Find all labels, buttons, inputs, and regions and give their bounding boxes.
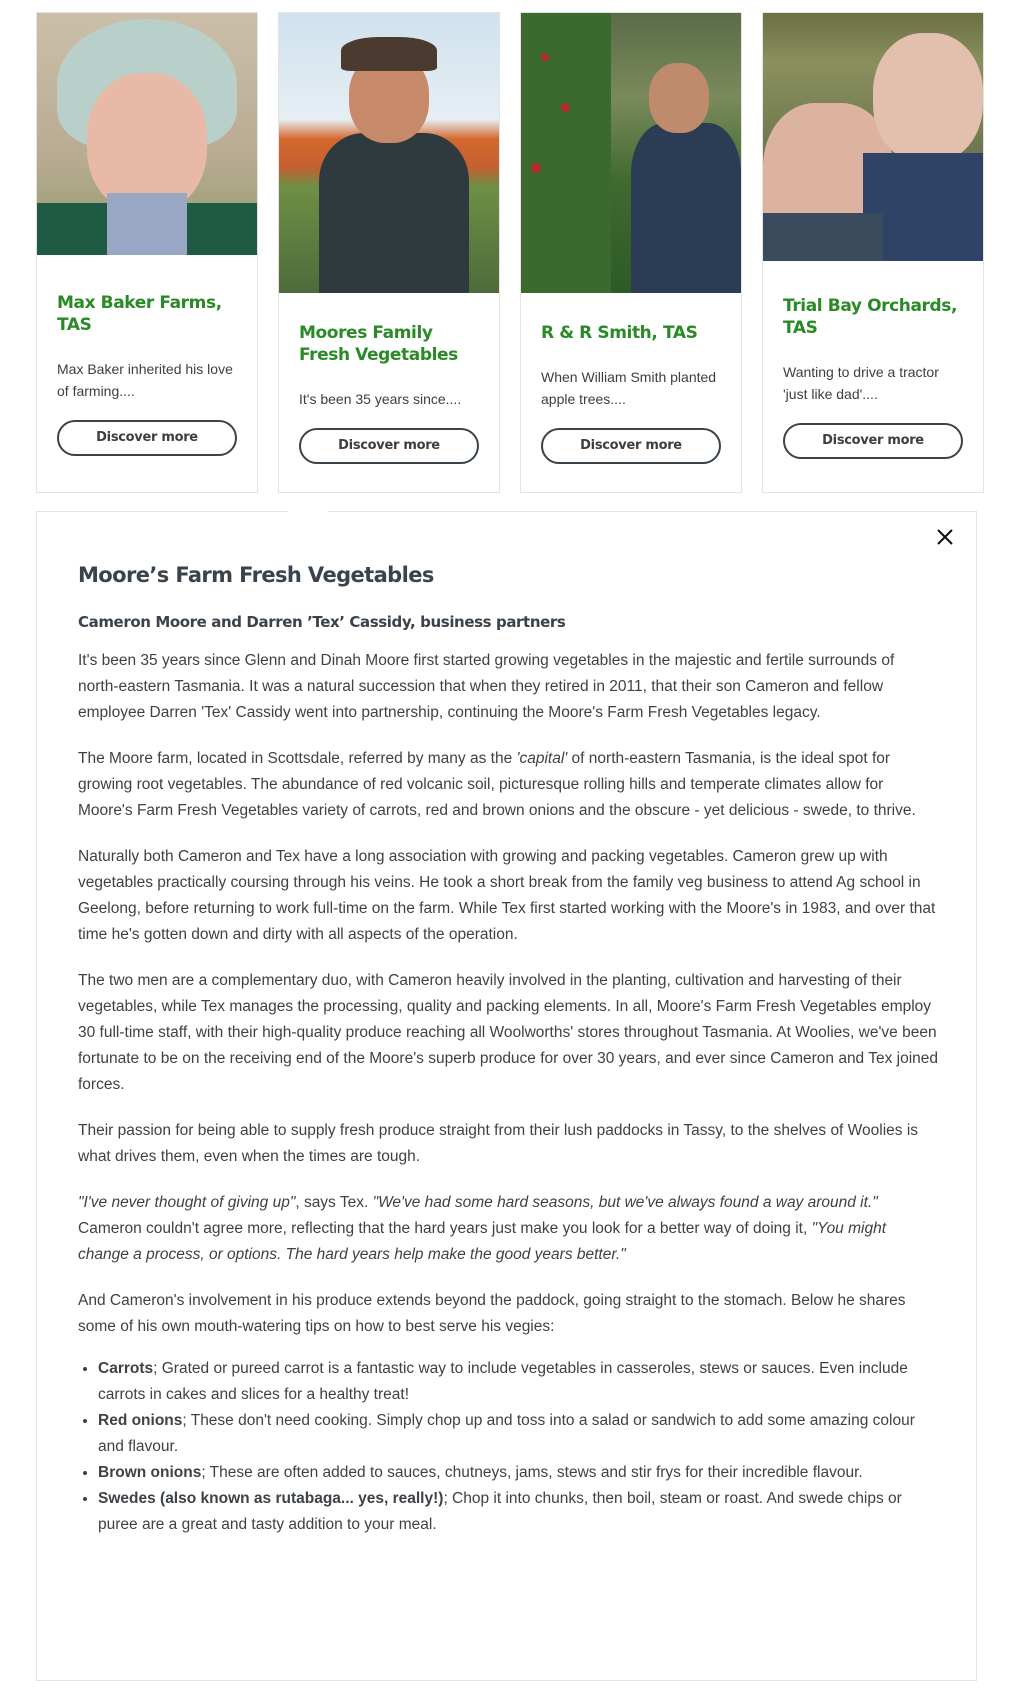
tip-label: Carrots <box>98 1360 154 1377</box>
discover-more-button[interactable]: Discover more <box>299 428 479 464</box>
paragraph-passion: Their passion for being able to supply fresh produce straight from their lush paddocks in Tassy, to the shelves of Woolies is what drives them, even when the times are tough. <box>78 1122 919 1165</box>
tip-label: Red onions <box>98 1412 183 1429</box>
paragraph-tips-intro: And Cameron's involvement in his produce extends beyond the paddock, going straight to the stomach. Below he shares some of his own mouth-watering tips on how to best serve his vegies: <box>78 1292 906 1335</box>
card-body <box>37 255 257 492</box>
quote: "We've had some hard seasons, but we've always found a way around it." <box>372 1194 878 1211</box>
farmer-card-moores <box>278 12 500 493</box>
farmer-card-max-baker <box>36 12 258 493</box>
card-body <box>521 293 741 492</box>
card-description: Wanting to drive a tractor 'just like dad'.... <box>783 363 939 402</box>
paragraph-association: Naturally both Cameron and Tex have a long association with growing and packing vegetables. Cameron grew up with vegetables practically coursing through his veins. He took a short break from the family veg business to attend Ag school in Geelong, before returning to work full-time on the farm. While Tex first started working with the Moore's in 1983, and over that time he's gotten down and dirty with all aspects of the operation. <box>78 848 936 943</box>
farmer-card-rr-smith <box>520 12 742 493</box>
tip-label: Swedes (also known as rutabaga... yes, really!) <box>98 1490 444 1507</box>
farmer-photo-max-baker <box>37 13 257 255</box>
farmer-card-trial-bay <box>762 12 984 493</box>
text: Cameron couldn't agree more, reflecting that the hard years just make you look for a better way of doing it, <box>78 1220 812 1237</box>
tip-label: Brown onions <box>98 1464 202 1481</box>
farmer-photo-moores <box>279 13 499 293</box>
card-description: Max Baker inherited his love of farming.... <box>57 360 233 399</box>
quote: "You might change a process, or options. The hard years help make the good years better." <box>78 1220 887 1263</box>
close-icon[interactable] <box>934 526 956 548</box>
tips-list <box>78 1356 938 1538</box>
paragraph-farm-location <box>78 746 938 824</box>
tip-item <box>98 1486 938 1538</box>
farmer-photo-trial-bay <box>763 13 983 261</box>
card-title: Moores Family Fresh Vegetables <box>299 322 458 365</box>
card-title: Max Baker Farms, TAS <box>57 292 222 335</box>
text: The Moore farm, located in Scottsdale, referred by many as the <box>78 750 517 767</box>
farmer-cards <box>36 12 977 493</box>
panel-pointer-notch <box>288 510 328 513</box>
tip-text: ; Grated or pureed carrot is a fantastic way to include vegetables in casseroles, stews or sauces. Even include carrots in cakes and slices for a healthy treat! <box>98 1360 908 1403</box>
text: of north-eastern Tasmania, is the ideal spot for growing root vegetables. The abundance of red volcanic soil, picturesque rolling hills and temperate climates allow for Moore's Farm Fresh Vegetables variety of carrots, red and brown onions and the obscure - yet delicious - swede, to thrive. <box>78 750 916 819</box>
card-title: Trial Bay Orchards, TAS <box>783 295 958 338</box>
tip-text: ; These are often added to sauces, chutneys, jams, stews and stir frys for their incredible flavour. <box>201 1464 863 1481</box>
paragraph-history: It's been 35 years since Glenn and Dinah Moore first started growing vegetables in the majestic and fertile surrounds of north-eastern Tasmania. It was a natural succession that when they retired in 2011, that their son Cameron and fellow employee Darren 'Tex' Cassidy went into partnership, continuing the Moore's Farm Fresh Vegetables legacy. <box>78 652 895 721</box>
card-title: R & R Smith, TAS <box>541 322 698 343</box>
emphasis-text: 'capital' <box>516 750 568 767</box>
tip-item <box>98 1460 938 1486</box>
tip-text: ; These don't need cooking. Simply chop up and toss into a salad or sandwich to add some amazing colour and flavour. <box>98 1412 915 1455</box>
card-body <box>763 261 983 492</box>
detail-content <box>78 562 938 1538</box>
text: , says Tex. <box>295 1194 373 1211</box>
card-description: It's been 35 years since.... <box>299 390 462 407</box>
quote: "I've never thought of giving up" <box>78 1194 296 1211</box>
tip-item <box>98 1356 938 1408</box>
farmer-detail-panel <box>36 511 977 1681</box>
card-description: When William Smith planted apple trees.... <box>541 368 717 407</box>
discover-more-button[interactable]: Discover more <box>541 428 721 464</box>
tip-item <box>98 1408 938 1460</box>
discover-more-button[interactable]: Discover more <box>783 423 963 459</box>
paragraph-quotes <box>78 1190 938 1268</box>
detail-title: Moore’s Farm Fresh Vegetables <box>78 563 434 587</box>
tip-text: ; Chop it into chunks, then boil, steam or roast. And swede chips or puree are a great and tasty addition to your meal. <box>98 1490 902 1533</box>
detail-subtitle: Cameron Moore and Darren ’Tex’ Cassidy, business partners <box>78 613 566 631</box>
discover-more-button[interactable]: Discover more <box>57 420 237 456</box>
farmer-photo-rr-smith <box>521 13 741 293</box>
card-body <box>279 293 499 492</box>
paragraph-duo: The two men are a complementary duo, with Cameron heavily involved in the planting, cultivation and harvesting of their vegetables, while Tex manages the processing, quality and packing elements. In all, Moore's Farm Fresh Vegetables employ 30 full-time staff, with their high-quality produce reaching all Woolworths' stores throughout Tasmania. At Woolies, we've been fortunate to be on the receiving end of the Moore's superb produce for over 30 years, and ever since Cameron and Tex joined forces. <box>78 972 939 1093</box>
